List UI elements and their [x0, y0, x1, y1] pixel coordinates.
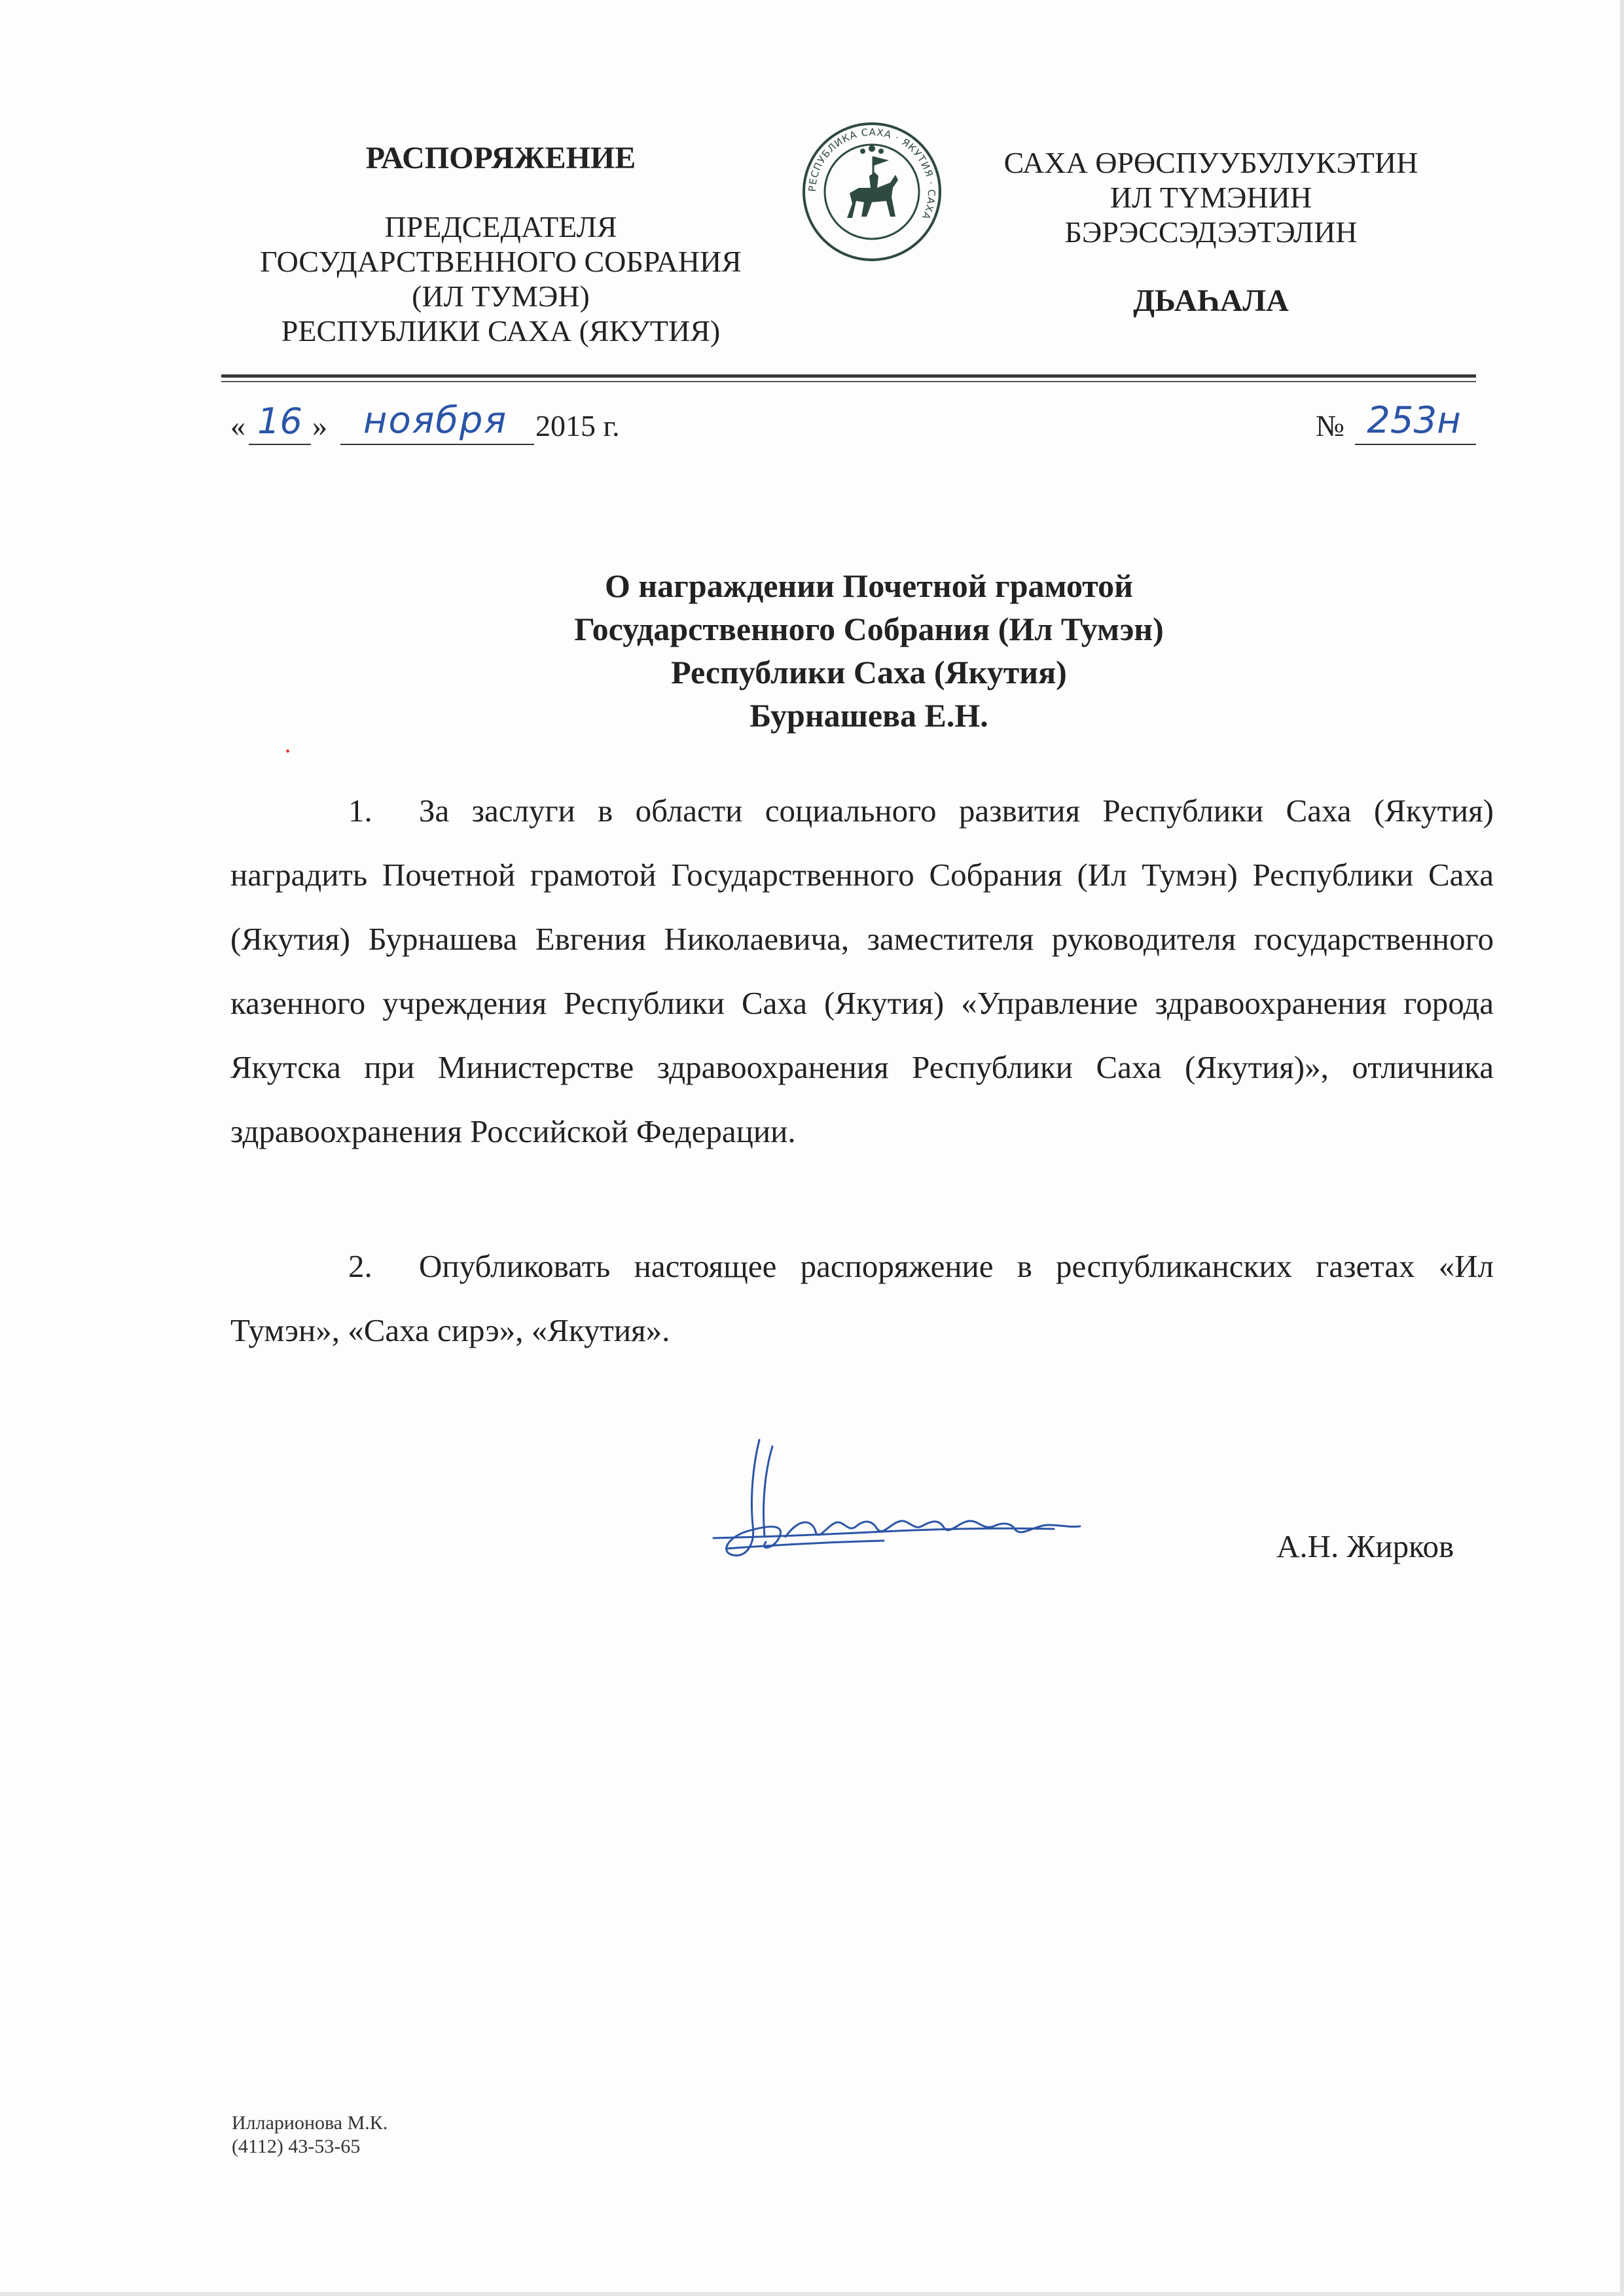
paragraph-2	[230, 1234, 1494, 1363]
executor-info	[232, 2111, 388, 2159]
date-day-handwritten: 16	[257, 401, 302, 442]
issuer-line-3: (ИЛ ТУМЭН)	[412, 279, 590, 313]
date-month-handwritten: ноября	[363, 399, 508, 442]
svg-text:РЕСПУБЛИКА САХА · ЯКУТИЯ · САХ: РЕСПУБЛИКА САХА · ЯКУТИЯ · САХА	[806, 126, 938, 222]
order-label-ru: РАСПОРЯЖЕНИЕ	[365, 141, 636, 175]
title-line-4: Бурнашева Е.Н.	[749, 697, 988, 734]
issuer-line-1: ПРЕДСЕДАТЕЛЯ	[384, 210, 617, 243]
issuer-yakut-line-2: ИЛ ТҮМЭНИН	[1110, 181, 1312, 214]
executor-name: Илларионова М.К.	[232, 2112, 388, 2134]
signer-name: А.Н. Жирков	[1276, 1528, 1454, 1564]
header-rule-thin	[221, 381, 1476, 382]
title-line-2: Государственного Собрания (Ил Тумэн)	[574, 611, 1164, 647]
header-rule-thick	[221, 374, 1476, 378]
document-title	[223, 564, 1515, 737]
issuer-line-4: РЕСПУБЛИКИ САХА (ЯКУТИЯ)	[281, 314, 721, 348]
header-right	[969, 145, 1453, 318]
page-scan-bottom-edge	[0, 2292, 1624, 2296]
date-close-quote: »	[312, 409, 327, 442]
handwritten-signature	[687, 1427, 1093, 1577]
paragraph-2-text: Опубликовать настоящее распоряжение в республиканских газетах «Ил Тумэн», «Саха сирэ», «Якутия».	[230, 1248, 1494, 1348]
issuer-yakut-line-3: БЭРЭССЭДЭЭТЭЛИН	[1064, 215, 1358, 249]
header-left	[223, 141, 779, 348]
date-open-quote: «	[230, 409, 245, 442]
number-handwritten: 253н	[1367, 399, 1461, 442]
number-sign: №	[1316, 409, 1344, 442]
number-underline	[1355, 444, 1476, 445]
date-month-underline	[340, 444, 534, 445]
title-line-1: О награждении Почетной грамотой	[604, 567, 1133, 604]
title-line-3: Республики Саха (Якутия)	[671, 654, 1067, 691]
paragraph-1-text: За заслуги в области социального развития Республики Саха (Якутия) наградить Почетной грамотой Государственного Собрания (Ил Тумэн) Республики Саха (Якутия) Бурнашева Евгения Николаевича, заместителя руководителя государственного казенного учреждения Республики Саха (Якутия) «Управление здравоохранения города Якутска при Министерстве здравоохранения Республики Саха (Якутия)», отличника здравоохранения Российской Федерации.	[230, 793, 1494, 1149]
executor-phone: (4112) 43-53-65	[232, 2136, 361, 2157]
paragraph-1-number: 1.	[348, 793, 372, 829]
order-label-yakut: ДЬАҺАЛА	[1133, 283, 1289, 318]
paragraph-1	[230, 779, 1494, 1164]
document-date	[230, 401, 689, 453]
stray-ink-mark	[286, 749, 289, 753]
date-year: 2015 г.	[535, 409, 620, 442]
issuer-yakut-line-1: САХА ӨРӨСПУУБУЛУКЭТИН	[1003, 146, 1418, 179]
paragraph-2-number: 2.	[348, 1248, 372, 1284]
coat-of-arms-emblem	[800, 120, 944, 264]
document-number	[1316, 401, 1479, 453]
page-scan-edge	[1620, 0, 1624, 2296]
date-day-underline	[249, 444, 311, 445]
issuer-line-2: ГОСУДАРСТВЕННОГО СОБРАНИЯ	[260, 245, 742, 278]
